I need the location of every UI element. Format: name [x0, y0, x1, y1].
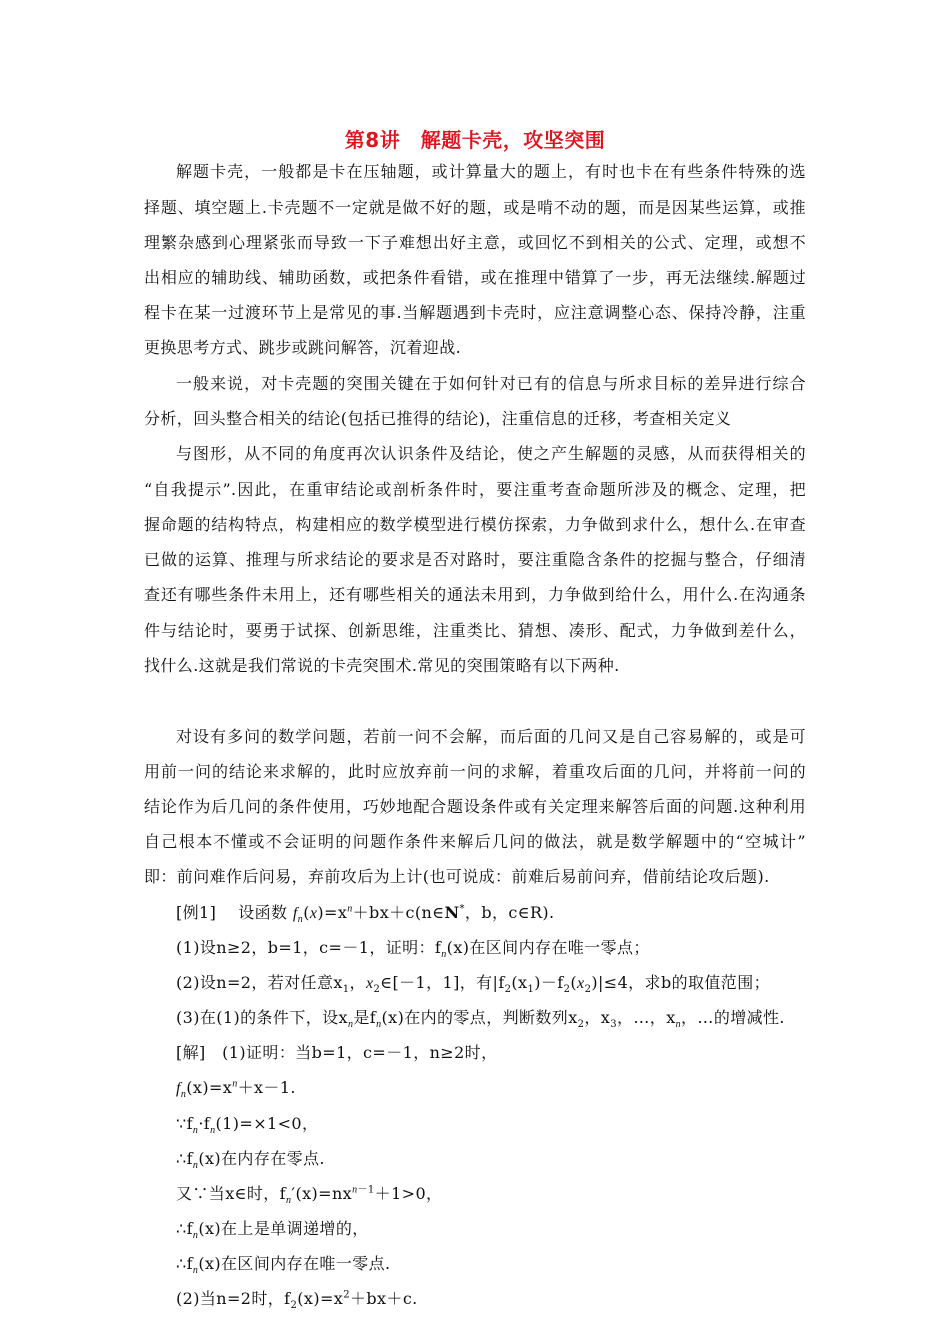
solution-line: $\therefore f_n(x)$在上是单调递增的， [176, 1219, 369, 1242]
intro-line: 更换思考方式、跳步或跳问解答，沉着迎战. [144, 338, 462, 357]
intro-line: “自我提示”.因此，在重审结论或剖析条件时，要注重考查命题所涉及的概念、定理，把 [144, 480, 806, 499]
section-line: 即：前问难作后问易，弃前攻后为上计(也可说成：前难后易前问弃，借前结论攻后题). [144, 867, 770, 886]
intro-line: 解题卡壳，一般都是卡在压轴题，或计算量大的题上，有时也卡在有些条件特殊的选 [176, 162, 806, 181]
example-question-3: (3)在(1)的条件下，设$x_n$是$f_n(x)$在内的零点，判断数列$x_2$，$x_3$，…，$x_n$，…的增减性. [176, 1008, 785, 1031]
section-line: 对设有多问的数学问题，若前一问不会解，而后面的几问又是自己容易解的，或是可 [176, 727, 806, 746]
section-line: 用前一问的结论来求解的，此时应放弃前一问的求解，着重攻后面的几问，并将前一问的 [144, 762, 806, 781]
example-question-2: (2)设n=2，若对任意$x_1$，$x_2\in[-1$，1]，有$|f_2(x_1)-f_2(x_2)|\le 4$，求b的取值范围； [176, 973, 770, 996]
solution-line: [解] (1)证明：当b=1，c=－1，n≥2时， [176, 1043, 498, 1062]
solution-line: $\because f_n\cdot f_n(1)=\times 1<0$， [176, 1114, 319, 1137]
intro-line: 一般来说，对卡壳题的突围关键在于如何针对已有的信息与所求目标的差异进行综合 [176, 374, 806, 393]
page-title: 第8讲 解题卡壳，攻坚突围 [344, 128, 606, 152]
solution-line: (2)当n=2时，$f_2(x)=x^2+bx+c$. [176, 1289, 418, 1312]
solution-line: $\therefore f_n(x)$在内存在零点. [176, 1149, 325, 1172]
intro-line: 择题、填空题上.卡壳题不一定就是做不好的题，或是啃不动的题，而是因某些运算，或推 [144, 198, 806, 217]
intro-line: 已做的运算、推理与所求结论的要求是否对路时，要注重隐含条件的挖掘与整合，仔细清 [144, 550, 806, 569]
section-line: 结论作为后几问的条件使用，巧妙地配合题设条件或有关定理来解答后面的问题.这种利用 [144, 797, 806, 816]
intro-line: 件与结论时，要勇于试探、创新思维，注重类比、猜想、凑形、配式，力争做到差什么， [144, 621, 806, 640]
intro-line: 找什么.这就是我们常说的卡壳突围术.常见的突围策略有以下两种. [144, 656, 620, 675]
example-question-1: (1)设n≥2，b=1，c=－1，证明：$f_n(x)$在区间内存在唯一零点； [176, 938, 650, 961]
example-label: [例1] [176, 903, 217, 922]
intro-line: 理繁杂感到心理紧张而导致一下子难想出好主意，或回忆不到相关的公式、定理，或想不 [144, 233, 806, 252]
solution-line: $\therefore f_n(x)$在区间内存在唯一零点. [176, 1254, 391, 1277]
example-statement: [例1] 设函数 $f_n(x)=x^n+bx+c(n\in N^*$，b，c∈R). [176, 903, 555, 926]
intro-line: 分析，回头整合相关的结论(包括已推得的结论)，注重信息的迁移，考查相关定义 [144, 409, 732, 428]
solution-line: $f_n(x)=x^n+x-1$. [176, 1078, 296, 1101]
intro-line: 与图形，从不同的角度再次认识条件及结论，使之产生解题的灵感，从而获得相关的 [176, 444, 806, 463]
intro-line: 程卡在某一过渡环节上是常见的事.当解题遇到卡壳时，应注意调整心态、保持冷静，注重 [144, 303, 806, 322]
intro-line: 握命题的结构特点，构建相应的数学模型进行模仿探索，力争做到求什么，想什么.在审查 [144, 515, 806, 534]
intro-line: 查还有哪些条件未用上，还有哪些相关的通法未用到，力争做到给什么，用什么.在沟通条 [144, 585, 806, 604]
solution-line: 又∵当x∈时，$f_n'(x)=nx^{n-1}+1>0$， [176, 1184, 443, 1207]
solution-label: [解] [176, 1043, 206, 1062]
section-line: 自己根本不懂或不会证明的问题作条件来解后几问的做法，就是数学解题中的“空城计” [144, 832, 806, 851]
intro-line: 出相应的辅助线、辅助函数，或把条件看错，或在推理中错算了一步，再无法继续.解题过 [144, 268, 806, 287]
